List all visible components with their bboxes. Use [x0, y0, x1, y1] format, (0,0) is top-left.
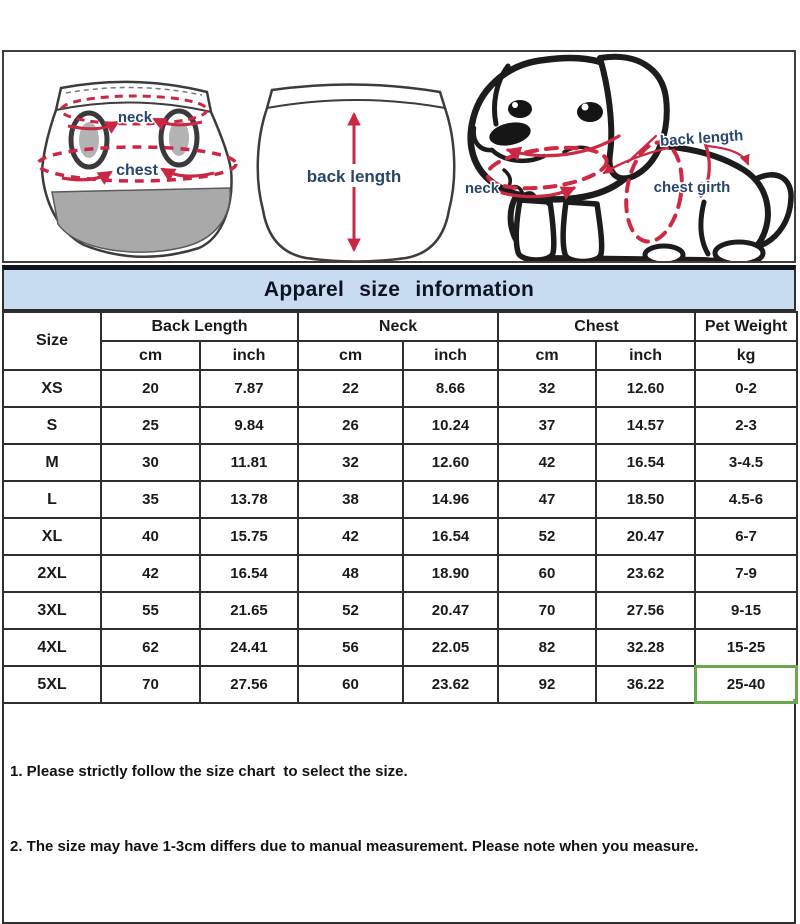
unit-header-weight-kg: kg — [695, 341, 797, 370]
cell-chest-inch: 12.60 — [596, 370, 695, 407]
cell-chest-inch: 32.28 — [596, 629, 695, 666]
unit-header-neck-cm: cm — [298, 341, 403, 370]
table-row-m — [3, 444, 797, 481]
unit-header-chest-cm: cm — [498, 341, 596, 370]
cell-back-inch: 13.78 — [200, 481, 298, 518]
cell-back-cm: 35 — [101, 481, 200, 518]
cell-back-inch: 27.56 — [200, 666, 298, 703]
cell-neck-inch: 20.47 — [403, 592, 498, 629]
unit-header-back-inch: inch — [200, 341, 298, 370]
cell-chest-inch: 14.57 — [596, 407, 695, 444]
notes-box — [2, 704, 796, 924]
dog-back-length-label: back length — [659, 127, 744, 150]
cell-back-inch: 24.41 — [200, 629, 298, 666]
cell-weight: 9-15 — [695, 592, 797, 629]
cell-size: S — [3, 407, 101, 444]
dog-illustration — [465, 57, 791, 261]
cell-neck-cm: 38 — [298, 481, 403, 518]
cell-neck-cm: 56 — [298, 629, 403, 666]
dog-eye-right — [577, 102, 603, 122]
cell-chest-cm: 60 — [498, 555, 596, 592]
table-row-5xl — [3, 666, 797, 703]
cell-size: 5XL — [3, 666, 101, 703]
dog-eye-left — [508, 100, 532, 118]
apparel-size-table — [2, 311, 798, 704]
cell-weight: 6-7 — [695, 518, 797, 555]
cell-back-cm: 62 — [101, 629, 200, 666]
cell-back-inch: 9.84 — [200, 407, 298, 444]
cell-back-inch: 16.54 — [200, 555, 298, 592]
cell-weight: 4.5-6 — [695, 481, 797, 518]
dog-hind-paw — [715, 242, 763, 261]
cell-chest-inch: 18.50 — [596, 481, 695, 518]
table-row-4xl — [3, 629, 797, 666]
col-header-neck: Neck — [298, 312, 498, 341]
col-header-size: Size — [3, 312, 101, 370]
cell-chest-inch: 20.47 — [596, 518, 695, 555]
cell-size: L — [3, 481, 101, 518]
cell-weight: 0-2 — [695, 370, 797, 407]
back-length-label: back length — [306, 167, 402, 186]
cell-back-cm: 25 — [101, 407, 200, 444]
cell-size: XL — [3, 518, 101, 555]
col-header-back-length: Back Length — [101, 312, 298, 341]
cell-neck-inch: 10.24 — [403, 407, 498, 444]
cell-size: XS — [3, 370, 101, 407]
dog-front-leg — [516, 200, 554, 260]
cell-neck-cm: 42 — [298, 518, 403, 555]
highlighted-weight-value: 25-40 — [726, 676, 766, 693]
cell-size: 2XL — [3, 555, 101, 592]
col-header-pet-weight: Pet Weight — [695, 312, 797, 341]
cell-neck-inch: 23.62 — [403, 666, 498, 703]
cell-back-cm: 70 — [101, 666, 200, 703]
garment-back-illustration — [258, 84, 454, 261]
cell-neck-cm: 22 — [298, 370, 403, 407]
table-row-xs — [3, 370, 797, 407]
cell-back-cm: 30 — [101, 444, 200, 481]
dog-neck-label: neck — [464, 180, 500, 197]
cell-neck-inch: 14.96 — [403, 481, 498, 518]
cell-chest-inch: 23.62 — [596, 555, 695, 592]
cell-back-inch: 11.81 — [200, 444, 298, 481]
cell-neck-cm: 60 — [298, 666, 403, 703]
unit-header-back-cm: cm — [101, 341, 200, 370]
cell-neck-inch: 16.54 — [403, 518, 498, 555]
cell-neck-inch: 8.66 — [403, 370, 498, 407]
cell-back-cm: 55 — [101, 592, 200, 629]
cell-back-inch: 7.87 — [200, 370, 298, 407]
unit-header-chest-inch: inch — [596, 341, 695, 370]
cell-chest-inch: 27.56 — [596, 592, 695, 629]
dog-chest-girth-label: chest girth — [653, 179, 731, 196]
cell-weight: 3-4.5 — [695, 444, 797, 481]
cell-size: M — [3, 444, 101, 481]
unit-header-neck-inch: inch — [403, 341, 498, 370]
cell-chest-cm: 32 — [498, 370, 596, 407]
cell-neck-inch: 22.05 — [403, 629, 498, 666]
cell-neck-inch: 18.90 — [403, 555, 498, 592]
cell-chest-cm: 37 — [498, 407, 596, 444]
table-row-2xl — [3, 555, 797, 592]
cell-weight: 2-3 — [695, 407, 797, 444]
cell-back-cm: 20 — [101, 370, 200, 407]
cell-back-cm: 40 — [101, 518, 200, 555]
cell-size: 4XL — [3, 629, 101, 666]
table-row-s — [3, 407, 797, 444]
cell-chest-inch: 36.22 — [596, 666, 695, 703]
measurement-diagram-svg — [4, 52, 794, 261]
cell-chest-cm: 82 — [498, 629, 596, 666]
cell-back-cm: 42 — [101, 555, 200, 592]
cell-neck-cm: 26 — [298, 407, 403, 444]
cell-back-inch: 21.65 — [200, 592, 298, 629]
cell-chest-cm: 70 — [498, 592, 596, 629]
cell-chest-inch: 16.54 — [596, 444, 695, 481]
cell-weight: 7-9 — [695, 555, 797, 592]
cell-chest-cm: 47 — [498, 481, 596, 518]
col-header-chest: Chest — [498, 312, 695, 341]
table-title-band — [2, 265, 796, 311]
cell-size: 3XL — [3, 592, 101, 629]
cell-chest-cm: 52 — [498, 518, 596, 555]
cell-neck-inch: 12.60 — [403, 444, 498, 481]
front-neck-label: neck — [117, 109, 153, 126]
size-chart-sheet — [2, 50, 796, 924]
cell-chest-cm: 42 — [498, 444, 596, 481]
garment-front-illustration — [38, 82, 236, 257]
cell-chest-cm: 92 — [498, 666, 596, 703]
cell-neck-cm: 52 — [298, 592, 403, 629]
note-line-1: 1. Please strictly follow the size chart to select the size. — [10, 763, 408, 780]
table-row-xl — [3, 518, 797, 555]
cell-neck-cm: 48 — [298, 555, 403, 592]
note-line-2: 2. The size may have 1-3cm differs due to manual measurement. Please note when you measure. — [10, 838, 699, 855]
measurement-diagram-panel — [2, 50, 796, 263]
front-chest-label: chest — [116, 162, 158, 179]
cell-weight: 15-25 — [695, 629, 797, 666]
table-title: Apparel size information — [263, 277, 535, 301]
cell-back-inch: 15.75 — [200, 518, 298, 555]
table-row-l — [3, 481, 797, 518]
cell-neck-cm: 32 — [298, 444, 403, 481]
table-row-3xl — [3, 592, 797, 629]
cell-weight-highlighted — [695, 666, 797, 703]
